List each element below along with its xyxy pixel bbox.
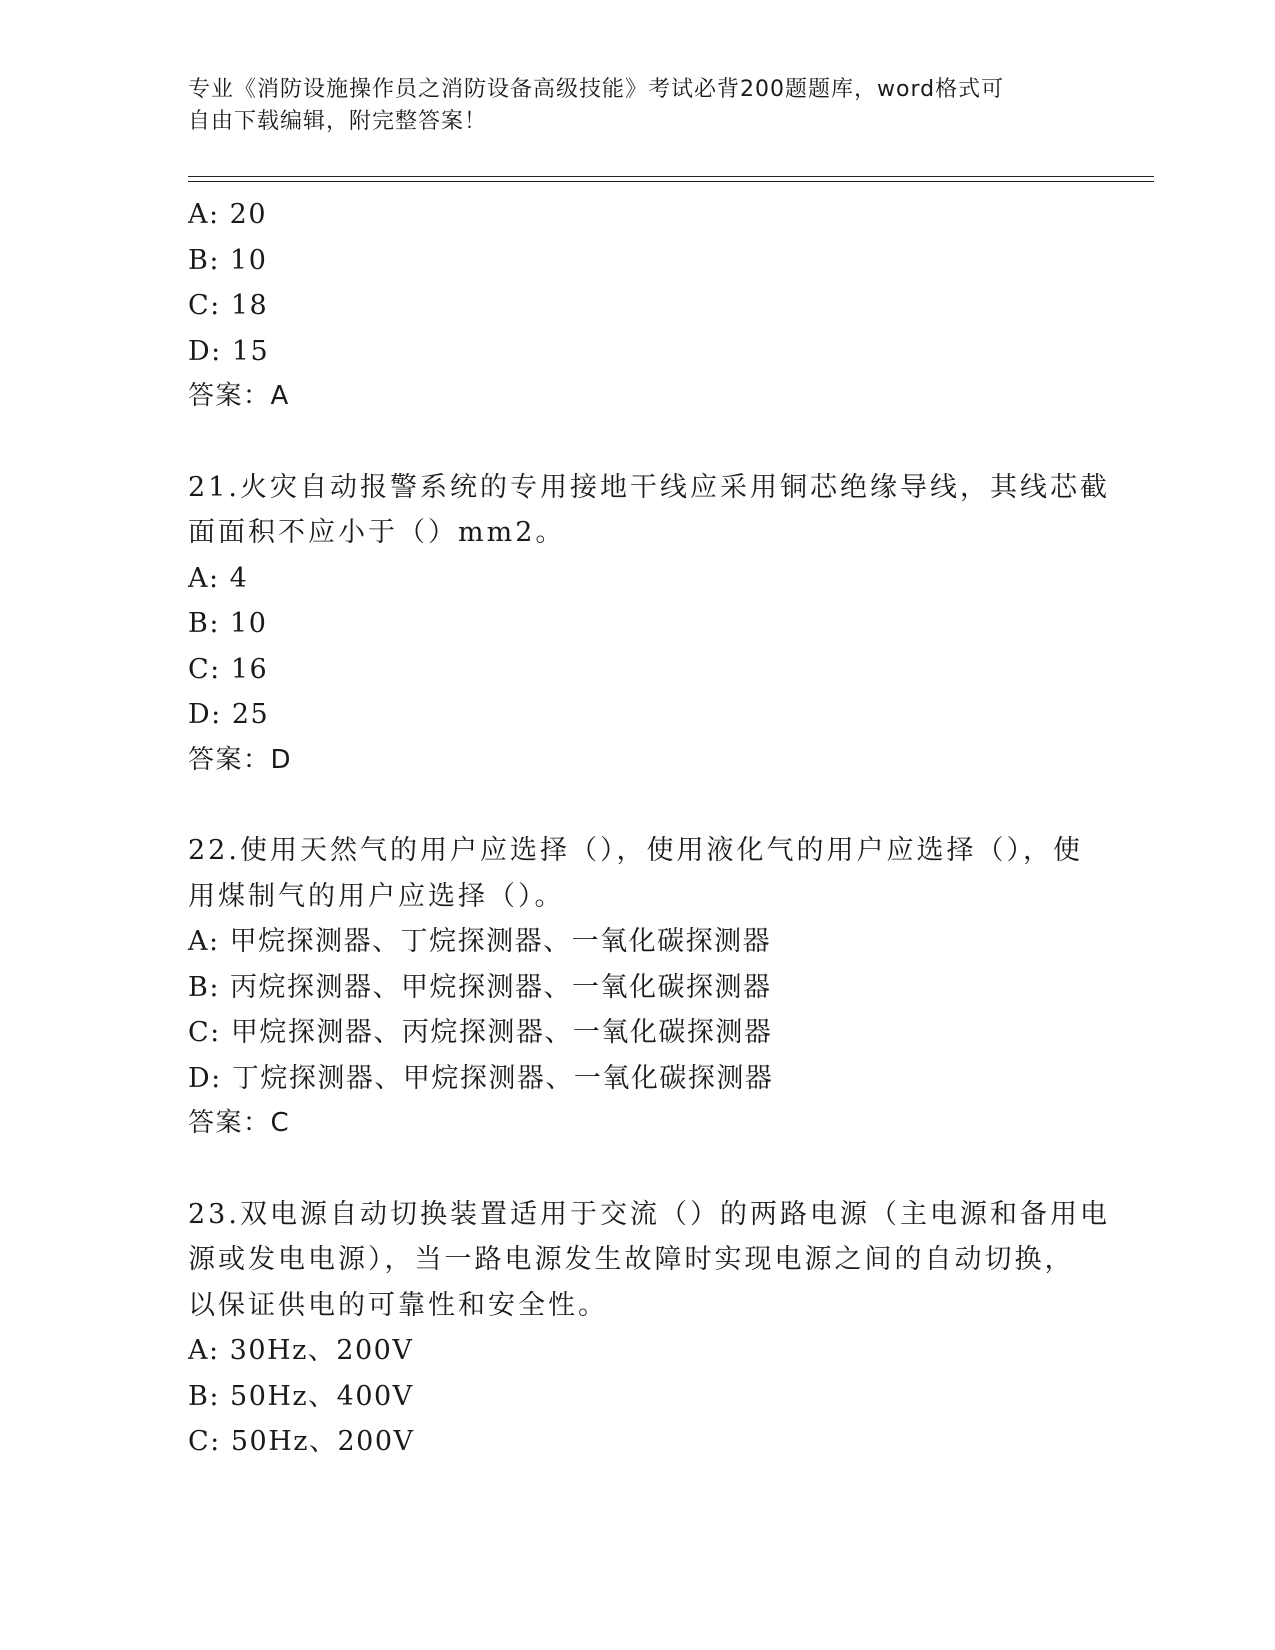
question-21 [188,465,1110,556]
question-stem-line: 21.火灾自动报警系统的专用接地干线应采用铜芯绝缘导线，其线芯截 [188,471,1110,503]
question-list [188,192,1110,1465]
option-d: D: 25 [188,699,270,730]
spacer [188,420,1088,465]
answer-line: 答案：D [188,744,293,775]
option-b: B: 10 [188,608,268,639]
question-stem-line: 23.双电源自动切换装置适用于交流（）的两路电源（主电源和备用电 [188,1198,1110,1230]
question-stem-line: 面面积不应小于（）mm2。 [188,517,566,548]
question-23 [188,1192,1110,1329]
option-b: B: 50Hz、400V [188,1380,414,1412]
option-c: C: 16 [188,653,269,685]
question-stem-line: 源或发电电源），当一路电源发生故障时实现电源之间的自动切换， [188,1244,1075,1275]
question-stem-line: 以保证供电的可靠性和安全性。 [188,1289,608,1321]
option-d: D: 15 [188,335,270,367]
option-b: B: 10 [188,244,268,276]
answer-line: 答案：C [188,1108,291,1138]
question-21-options [188,556,1088,784]
question-22-options [188,919,1088,1147]
question-23-options [188,1328,1088,1465]
header-rule-bottom [188,181,1154,182]
question-20 [188,192,1088,420]
option-b: B: 丙烷探测器、甲烷探测器、一氧化碳探测器 [188,971,772,1003]
question-22 [188,828,1088,919]
spacer [188,1147,1088,1192]
option-a: A: 甲烷探测器、丁烷探测器、一氧化碳探测器 [188,926,772,957]
option-a: A: 20 [188,199,268,230]
option-a: A: 4 [188,562,249,594]
option-c: C: 甲烷探测器、丙烷探测器、一氧化碳探测器 [188,1017,773,1048]
spacer [188,783,1088,828]
option-d: D: 丁烷探测器、甲烷探测器、一氧化碳探测器 [188,1062,774,1094]
question-stem-line: 22.使用天然气的用户应选择（），使用液化气的用户应选择（），使 [188,835,1083,866]
header-line-2: 自由下载编辑，附完整答案！ [188,109,488,134]
question-stem-line: 用煤制气的用户应选择（）。 [188,880,565,912]
option-c: C: 50Hz、200V [188,1426,415,1457]
option-c: C: 18 [188,290,269,321]
document-header [188,74,1068,138]
header-rule-top [188,176,1154,177]
option-a: A: 30Hz、200V [188,1335,414,1366]
header-line-1: 专业《消防设施操作员之消防设备高级技能》考试必背200题题库，word格式可 [188,77,1005,102]
answer-line: 答案：A [188,381,290,411]
